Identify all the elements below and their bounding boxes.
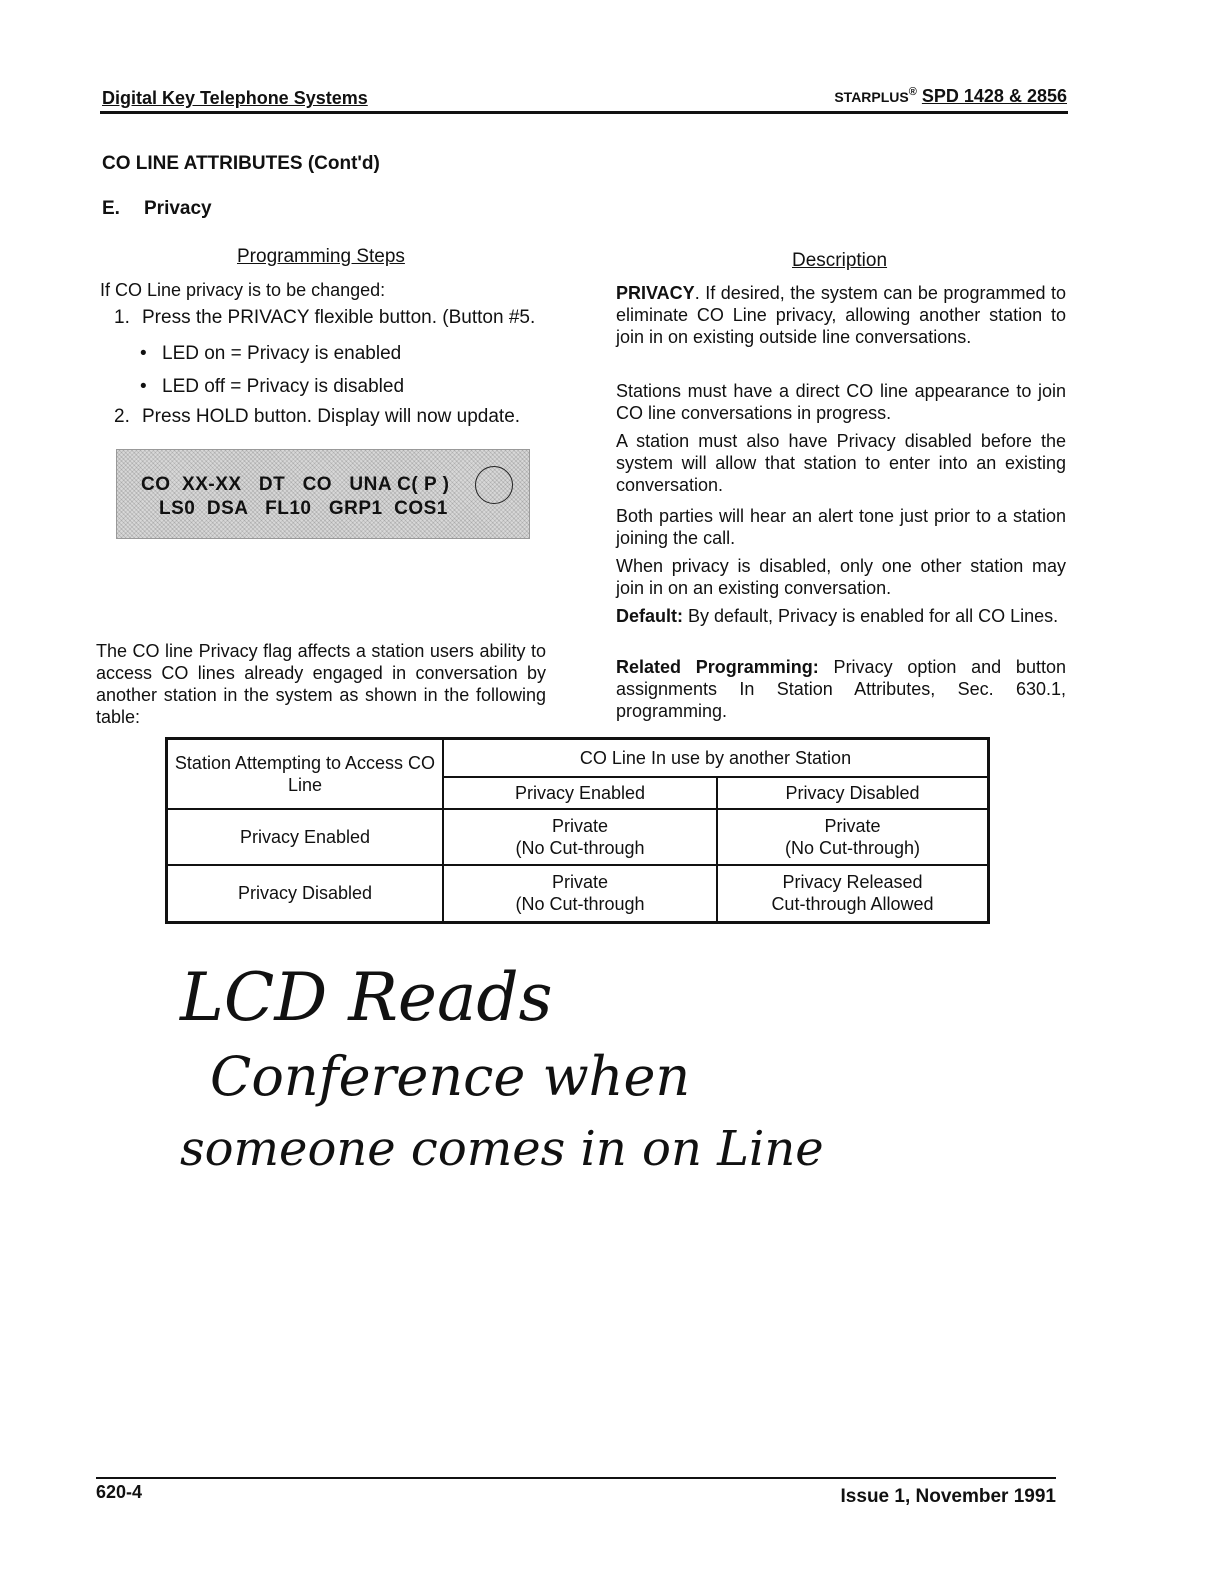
step-1 <box>114 307 535 329</box>
table-cell <box>443 809 717 865</box>
cell-line-2: (No Cut-through) <box>784 837 921 858</box>
header-model: SPD 1428 & 2856 <box>921 86 1067 106</box>
handwriting-line-2: Conference when <box>210 1045 691 1108</box>
cell-line-1: Private <box>551 872 609 893</box>
header-brand: STARPLUS <box>834 89 909 105</box>
page-number: 620-4 <box>96 1482 143 1502</box>
step-2-text: Press HOLD button. Display will now update. <box>142 406 521 427</box>
table-col-privacy-enabled: Privacy Enabled <box>443 777 717 809</box>
bullet-led-off <box>140 376 404 398</box>
section-title: CO LINE ATTRIBUTES (Cont'd) <box>102 153 380 174</box>
programming-heading: Programming Steps <box>237 246 405 267</box>
cell-line-2: Cut-through Allowed <box>771 894 934 915</box>
privacy-circle-mark <box>475 466 513 504</box>
header-product <box>834 86 1067 107</box>
table-corner-header: Station Attempting to Access CO Line <box>167 739 444 809</box>
handwriting-line-1: LCD Reads <box>180 959 553 1036</box>
bullet-led-off-text: LED off = Privacy is disabled <box>162 376 405 397</box>
lcd-line-1: CO XX-XX DT CO UNA C( P ) <box>141 474 450 495</box>
row-label: Privacy Enabled <box>167 809 444 865</box>
subsection-name: Privacy <box>144 198 212 219</box>
description-p4: Both parties will hear an alert tone just prior to a station joining the call. <box>616 506 1066 548</box>
step-2 <box>114 406 520 428</box>
cell-line-1: Privacy Released <box>782 872 923 893</box>
default-text: By default, Privacy is enabled for all CO Lines. <box>683 606 1059 626</box>
row-label: Privacy Disabled <box>167 865 444 923</box>
left-paragraph: The CO line Privacy flag affects a station users ability to access CO lines already engaged in conversation by another station in the system as shown in the following table: <box>96 641 546 727</box>
table-row <box>167 809 989 865</box>
cell-line-2: (No Cut-through <box>515 837 645 858</box>
cell-line-1: Private <box>824 815 881 836</box>
default-label: Default: <box>616 606 683 626</box>
step-1-text: Press the PRIVACY flexible button. (Button #5. <box>142 307 536 328</box>
table-row <box>167 865 989 923</box>
description-p3: A station must also have Privacy disabled before the system will allow that station to enter into an existing conversation. <box>616 431 1066 495</box>
description-heading: Description <box>792 250 888 271</box>
table-col-privacy-disabled: Privacy Disabled <box>717 777 989 809</box>
cell-line-1: Private <box>551 815 609 836</box>
step-1-number: 1. <box>114 307 130 328</box>
lcd-line-2: LS0 DSA FL10 GRP1 COS1 <box>159 498 448 519</box>
description-p5: When privacy is disabled, only one other station may join in on an existing conversation. <box>616 556 1066 598</box>
table-group-header: CO Line In use by another Station <box>443 739 989 777</box>
registered-mark: ® <box>908 86 917 98</box>
table-cell <box>717 865 989 923</box>
bullet-led-on <box>140 343 401 365</box>
lcd-display <box>116 449 530 539</box>
table-cell <box>443 865 717 923</box>
header-title: Digital Key Telephone Systems <box>102 88 368 108</box>
description-related <box>616 656 1066 722</box>
description-p2: Stations must have a direct CO line appearance to join CO line conversations in progress. <box>616 381 1066 423</box>
privacy-text: . If desired, the system can be programmed to eliminate CO Line privacy, allowing another station to join in on existing outside line conversations. <box>616 283 1066 347</box>
description-default <box>616 605 1066 627</box>
handwritten-note <box>170 950 970 1180</box>
privacy-label: PRIVACY <box>616 283 695 303</box>
issue-date: Issue 1, November 1991 <box>840 1486 1056 1507</box>
subsection-letter: E. <box>102 198 120 219</box>
table-cell <box>717 809 989 865</box>
programming-intro: If CO Line privacy is to be changed: <box>100 280 386 300</box>
related-text: Privacy option and button assignments In Station Attributes, Sec. 630.1, programming. <box>616 657 1066 721</box>
cell-line-2: (No Cut-through <box>515 894 645 915</box>
description-privacy <box>616 282 1066 348</box>
privacy-table <box>165 737 990 924</box>
handwriting-line-3: someone comes in on Line <box>180 1121 824 1177</box>
bullet-led-on-text: LED on = Privacy is enabled <box>162 343 402 364</box>
related-label: Related Programming: <box>616 657 819 677</box>
footer-rule <box>96 1477 1056 1479</box>
bullet-dot: • <box>140 343 147 364</box>
subsection-title <box>102 198 212 220</box>
step-2-number: 2. <box>114 406 130 427</box>
header-rule <box>100 111 1068 114</box>
bullet-dot: • <box>140 376 147 397</box>
